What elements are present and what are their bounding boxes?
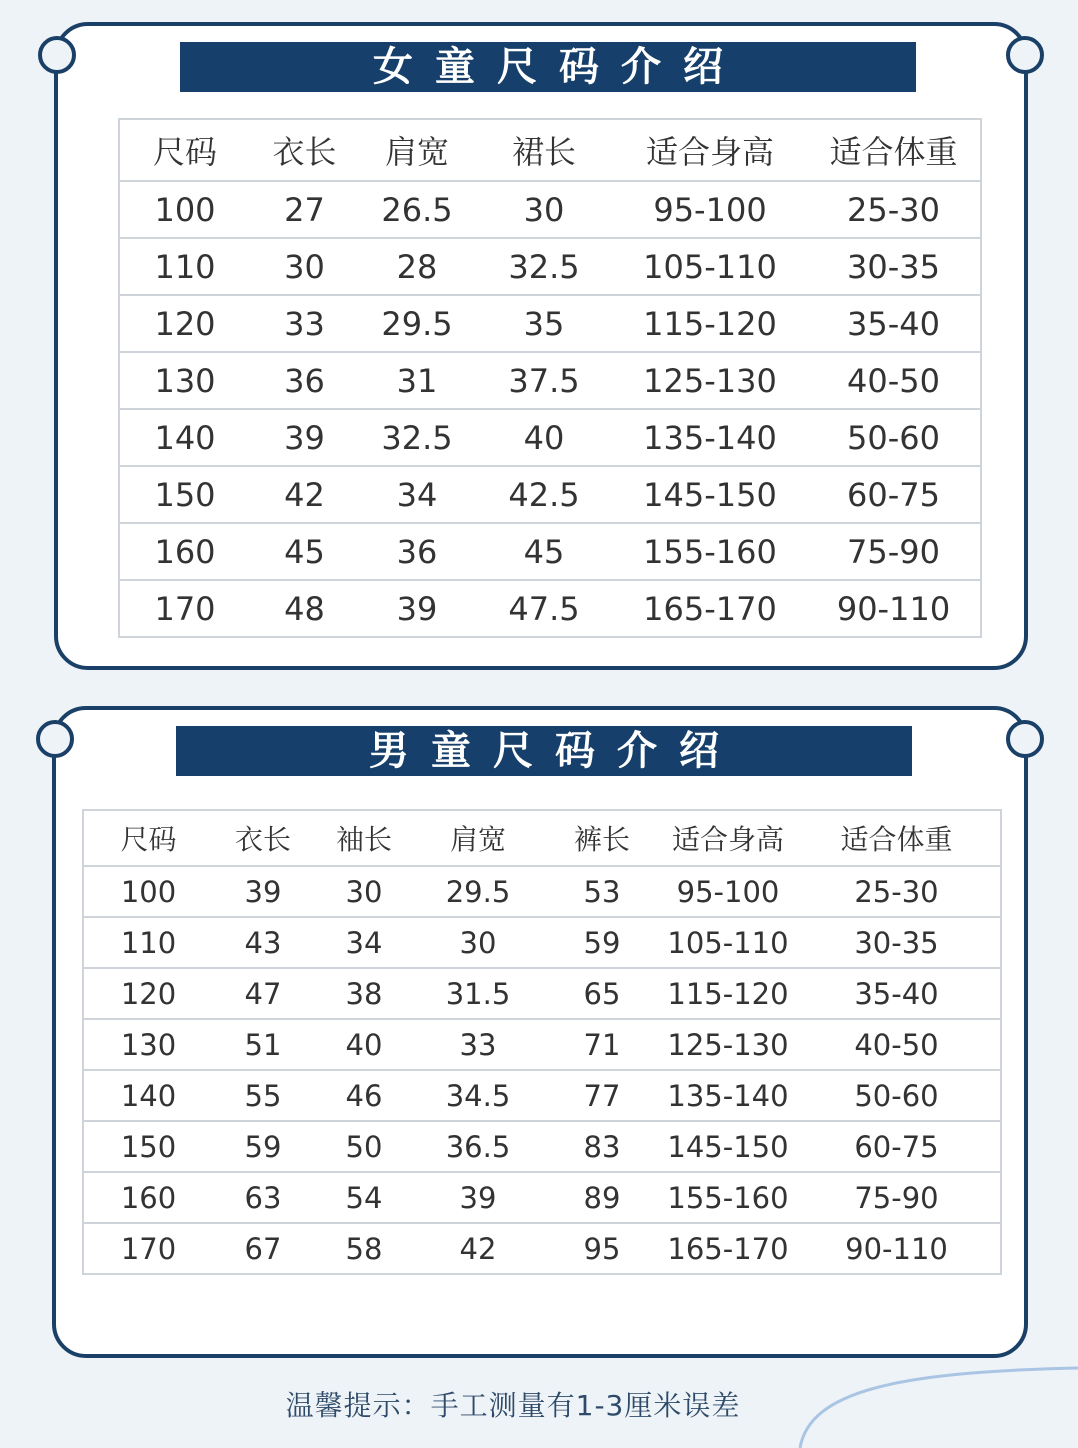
table-row [83,866,1001,917]
table-cell: 53 [583,874,621,909]
table-cell: 100 [154,190,216,229]
table-cell: 29.5 [381,304,453,343]
table-row [83,917,1001,968]
table-cell: 150 [120,1129,177,1164]
table-cell: 145-150 [667,1129,789,1164]
table-cell: 39 [244,874,282,909]
table-cell: 50 [345,1129,383,1164]
table-cell: 30-35 [847,247,940,286]
table-cell: 35-40 [854,976,939,1011]
table-cell: 90-110 [845,1231,948,1266]
boys-size-table [82,809,1002,1275]
header-cell: 尺码 [120,823,177,856]
table-row [119,580,981,637]
table-cell: 63 [244,1180,282,1215]
table-row [83,1121,1001,1172]
table-cell: 40 [345,1027,383,1062]
table-cell: 27 [284,190,325,229]
table-cell: 145-150 [643,475,777,514]
table-header-row [119,119,981,181]
table-cell: 34 [396,475,438,514]
table-cell: 75-90 [847,532,940,571]
table-cell: 34 [345,925,383,960]
table-row [83,968,1001,1019]
table-cell: 31 [396,361,438,400]
table-cell: 135-140 [667,1078,789,1113]
header-cell: 袖长 [335,823,392,856]
table-cell: 50-60 [854,1078,939,1113]
table-row [119,409,981,466]
table-cell: 28 [396,247,438,286]
table-cell: 115-120 [643,304,777,343]
table-cell: 40-50 [847,361,940,400]
table-cell: 67 [244,1231,282,1266]
table-cell: 37.5 [508,361,580,400]
table-row [119,466,981,523]
table-cell: 30 [284,247,325,286]
table-cell: 95-100 [653,190,767,229]
table-cell: 45 [284,532,325,571]
table-cell: 32.5 [508,247,580,286]
header-cell: 适合身高 [671,823,784,856]
table-cell: 71 [583,1027,621,1062]
table-cell: 36 [284,361,325,400]
header-cell: 裙长 [511,133,576,171]
table-cell: 95 [583,1231,621,1266]
table-cell: 40 [523,418,565,457]
table-cell: 100 [120,874,177,909]
table-cell: 58 [345,1231,383,1266]
header-cell: 衣长 [234,823,291,856]
table-cell: 90-110 [836,589,951,628]
table-header-row [83,810,1001,866]
table-cell: 42.5 [508,475,580,514]
table-cell: 30 [523,190,565,229]
table-cell: 60-75 [854,1129,939,1164]
table-row [119,181,981,238]
decorative-curve [780,1350,1078,1448]
table-cell: 51 [244,1027,282,1062]
table-cell: 65 [583,976,621,1011]
table-cell: 46 [345,1078,383,1113]
table-row [119,295,981,352]
header-cell: 裤长 [573,823,630,856]
table-cell: 30-35 [854,925,939,960]
table-cell: 170 [154,589,216,628]
table-cell: 45 [523,532,565,571]
table-cell: 42 [284,475,325,514]
table-cell: 115-120 [667,976,789,1011]
table-cell: 35 [523,304,565,343]
table-cell: 42 [459,1231,497,1266]
table-cell: 120 [120,976,177,1011]
footer-tip: 温馨提示：手工测量有1-3厘米误差 [285,1389,741,1422]
table-cell: 36.5 [445,1129,511,1164]
table-cell: 38 [345,976,383,1011]
table-cell: 39 [396,589,438,628]
girls-size-table [118,118,982,638]
table-cell: 25-30 [847,190,940,229]
header-cell: 衣长 [272,133,337,171]
table-cell: 165-170 [643,589,777,628]
table-cell: 43 [244,925,282,960]
table-cell: 170 [120,1231,177,1266]
table-cell: 75-90 [854,1180,939,1215]
table-cell: 50-60 [847,418,940,457]
table-cell: 110 [120,925,177,960]
table-row [83,1172,1001,1223]
table-cell: 160 [120,1180,177,1215]
table-cell: 155-160 [643,532,777,571]
table-cell: 125-130 [643,361,777,400]
table-cell: 140 [154,418,216,457]
table-cell: 83 [583,1129,621,1164]
table-cell: 140 [120,1078,177,1113]
table-cell: 55 [244,1078,282,1113]
table-cell: 30 [459,925,497,960]
table-row [119,523,981,580]
table-cell: 32.5 [381,418,453,457]
table-cell: 33 [284,304,325,343]
header-cell: 适合身高 [645,133,774,171]
header-cell: 适合体重 [829,133,958,171]
table-cell: 130 [120,1027,177,1062]
table-cell: 125-130 [667,1027,789,1062]
table-cell: 150 [154,475,216,514]
table-cell: 39 [284,418,325,457]
table-cell: 105-110 [667,925,789,960]
table-cell: 95-100 [676,874,780,909]
table-row [83,1070,1001,1121]
table-cell: 29.5 [445,874,511,909]
table-cell: 33 [459,1027,497,1062]
table-cell: 130 [154,361,216,400]
table-cell: 35-40 [847,304,940,343]
table-cell: 155-160 [667,1180,789,1215]
header-cell: 尺码 [152,133,217,171]
table-cell: 165-170 [667,1231,789,1266]
table-row [83,1223,1001,1274]
table-cell: 39 [459,1180,497,1215]
table-cell: 110 [154,247,216,286]
table-cell: 48 [284,589,325,628]
table-cell: 60-75 [847,475,940,514]
table-cell: 31.5 [445,976,511,1011]
table-cell: 34.5 [445,1078,511,1113]
table-cell: 120 [154,304,216,343]
table-cell: 77 [583,1078,621,1113]
header-cell: 肩宽 [449,823,506,856]
header-cell: 肩宽 [384,133,449,171]
table-cell: 59 [244,1129,282,1164]
table-row [119,238,981,295]
table-cell: 47.5 [508,589,580,628]
table-row [83,1019,1001,1070]
girls-size-card [54,22,1028,670]
boys-size-card [52,706,1028,1358]
header-cell: 适合体重 [840,823,953,856]
table-cell: 135-140 [643,418,777,457]
table-cell: 26.5 [381,190,453,229]
table-cell: 160 [154,532,216,571]
table-cell: 47 [244,976,282,1011]
boys-title-banner: 男童尺码介绍 [176,726,912,776]
table-cell: 59 [583,925,621,960]
girls-title-banner: 女童尺码介绍 [180,42,916,92]
table-cell: 54 [345,1180,383,1215]
table-cell: 25-30 [854,874,939,909]
table-cell: 36 [396,532,438,571]
table-cell: 40-50 [854,1027,939,1062]
table-cell: 89 [583,1180,621,1215]
table-cell: 30 [345,874,383,909]
table-row [119,352,981,409]
table-cell: 105-110 [643,247,777,286]
